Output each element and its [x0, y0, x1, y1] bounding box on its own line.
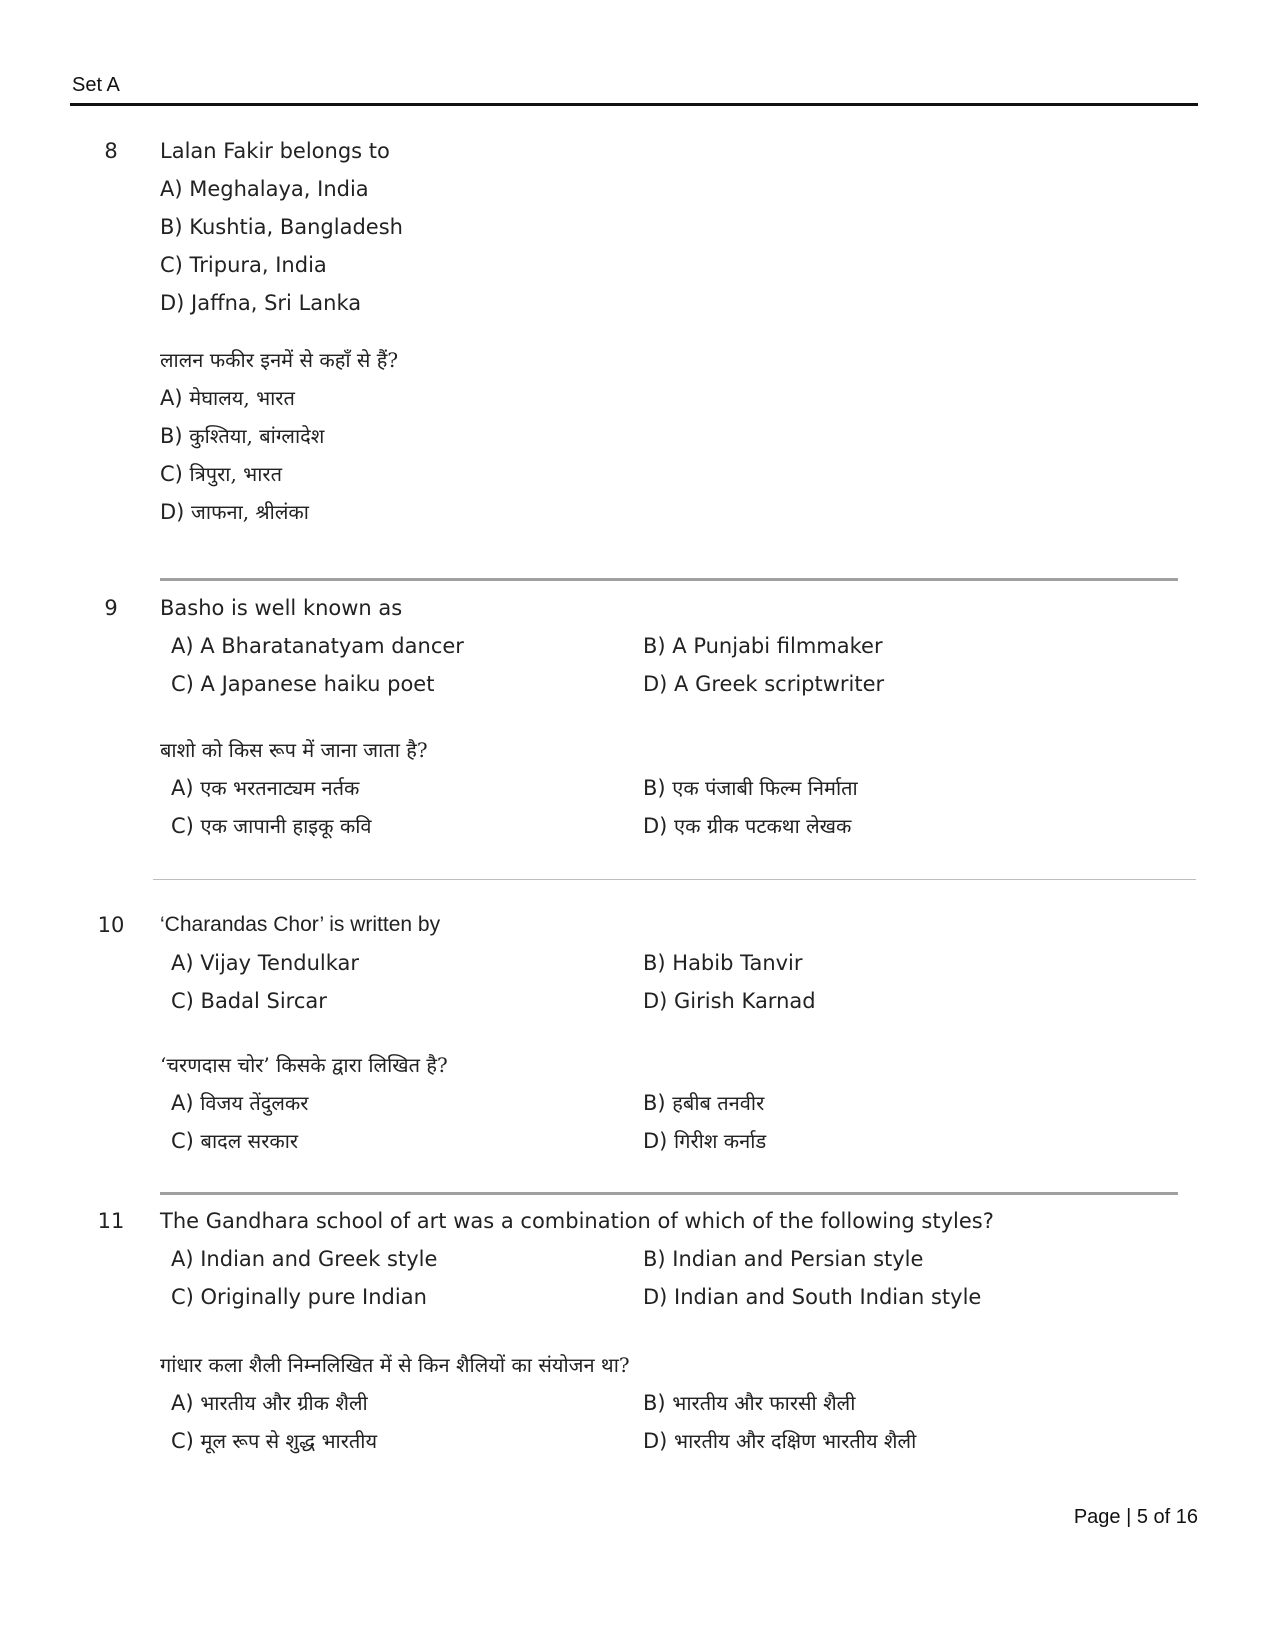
option-label: A): [171, 1391, 201, 1415]
option-b-hi[interactable]: [643, 774, 858, 801]
question-number: 9: [104, 596, 118, 620]
option-a-hi[interactable]: [160, 384, 295, 411]
option-label: D): [643, 814, 675, 838]
question-divider: [160, 1192, 1178, 1195]
option-label: C): [171, 814, 201, 838]
header-divider: [70, 103, 1198, 106]
option-a-en[interactable]: A) A Bharatanatyam dancer: [171, 634, 464, 658]
option-text: जाफना, श्रीलंका: [191, 500, 309, 524]
option-text: एक ग्रीक पटकथा लेखक: [674, 814, 852, 838]
option-text: त्रिपुरा, भारत: [189, 462, 283, 486]
option-a-hi[interactable]: [171, 1089, 308, 1116]
option-c-hi[interactable]: [171, 1127, 298, 1154]
option-text: गिरीश कर्नाड: [674, 1129, 767, 1153]
question-text-en: Lalan Fakir belongs to: [160, 139, 390, 163]
question-text-hi: लालन फकीर इनमें से कहाँ से हैं?: [160, 348, 399, 372]
option-label: A): [160, 386, 190, 410]
question-divider: [160, 578, 1178, 581]
option-a-en[interactable]: A) Vijay Tendulkar: [171, 951, 360, 975]
option-label: B): [643, 1391, 673, 1415]
option-d-hi[interactable]: [160, 498, 309, 525]
option-b-en[interactable]: B) Kushtia, Bangladesh: [160, 215, 403, 239]
option-d-en[interactable]: D) Indian and South Indian style: [643, 1285, 982, 1309]
set-label: Set A: [72, 74, 120, 96]
option-a-en[interactable]: A) Indian and Greek style: [171, 1247, 438, 1271]
option-a-en[interactable]: A) Meghalaya, India: [160, 177, 369, 201]
option-label: B): [160, 424, 190, 448]
option-label: C): [171, 1129, 201, 1153]
option-text: भारतीय और फारसी शैली: [672, 1391, 856, 1415]
question-number: 11: [97, 1209, 125, 1233]
option-d-hi[interactable]: [643, 1127, 766, 1154]
option-text: विजय तेंदुलकर: [200, 1091, 309, 1115]
option-c-hi[interactable]: [171, 1427, 377, 1454]
option-a-hi[interactable]: [171, 774, 359, 801]
question-text-en: ‘Charandas Chor’ is written by: [160, 913, 441, 936]
option-label: D): [643, 1429, 675, 1453]
question-text-hi: बाशो को किस रूप में जाना जाता है?: [160, 738, 428, 762]
page-number: Page | 5 of 16: [1073, 1506, 1198, 1528]
option-b-en[interactable]: B) A Punjabi filmmaker: [643, 634, 883, 658]
option-text: भारतीय और ग्रीक शैली: [200, 1391, 368, 1415]
option-text: हबीब तनवीर: [672, 1091, 765, 1115]
option-label: D): [160, 500, 192, 524]
option-c-en[interactable]: C) Originally pure Indian: [171, 1285, 427, 1309]
question-text-en: Basho is well known as: [160, 596, 403, 620]
option-text: कुश्तिया, बांग्लादेश: [189, 424, 325, 448]
question-number: 8: [104, 139, 118, 163]
option-d-en[interactable]: D) A Greek scriptwriter: [643, 672, 885, 696]
option-text: भारतीय और दक्षिण भारतीय शैली: [674, 1429, 917, 1453]
question-divider: [153, 879, 1196, 880]
question-text-hi: गांधार कला शैली निम्नलिखित में से किन शैलियों का संयोजन था?: [160, 1353, 630, 1377]
option-c-hi[interactable]: [171, 812, 372, 839]
option-c-en[interactable]: C) A Japanese haiku poet: [171, 672, 435, 696]
option-label: C): [171, 1429, 201, 1453]
question-text-en: The Gandhara school of art was a combination of which of the following styles?: [160, 1209, 994, 1233]
option-d-en[interactable]: D) Girish Karnad: [643, 989, 816, 1013]
option-d-en[interactable]: D) Jaffna, Sri Lanka: [160, 291, 362, 315]
option-b-en[interactable]: B) Indian and Persian style: [643, 1247, 924, 1271]
option-text: मूल रूप से शुद्ध भारतीय: [200, 1429, 378, 1453]
option-b-hi[interactable]: [643, 1089, 764, 1116]
option-text: एक जापानी हाइकू कवि: [200, 814, 372, 838]
option-b-en[interactable]: B) Habib Tanvir: [643, 951, 803, 975]
question-number: 10: [97, 913, 125, 937]
option-label: C): [160, 462, 190, 486]
option-text: एक भरतनाट्यम नर्तक: [200, 776, 360, 800]
option-label: D): [643, 1129, 675, 1153]
option-text: एक पंजाबी फिल्म निर्माता: [672, 776, 858, 800]
option-b-hi[interactable]: [643, 1389, 855, 1416]
option-label: B): [643, 776, 673, 800]
option-b-hi[interactable]: [160, 422, 324, 449]
option-c-hi[interactable]: [160, 460, 282, 487]
option-c-en[interactable]: C) Badal Sircar: [171, 989, 327, 1013]
option-text: बादल सरकार: [200, 1129, 299, 1153]
option-c-en[interactable]: C) Tripura, India: [160, 253, 327, 277]
option-label: A): [171, 776, 201, 800]
option-label: B): [643, 1091, 673, 1115]
option-text: मेघालय, भारत: [189, 386, 295, 410]
option-d-hi[interactable]: [643, 1427, 916, 1454]
option-d-hi[interactable]: [643, 812, 851, 839]
option-a-hi[interactable]: [171, 1389, 368, 1416]
question-text-hi: ‘चरणदास चोर’ किसके द्वारा लिखित है?: [160, 1053, 448, 1077]
option-label: A): [171, 1091, 201, 1115]
